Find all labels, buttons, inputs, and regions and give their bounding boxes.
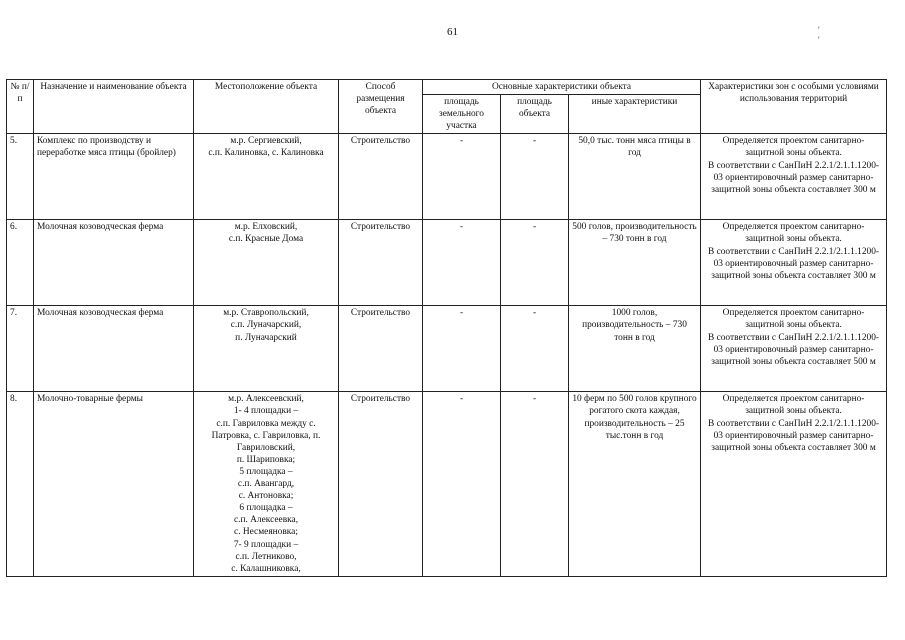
row-location: м.р. Ставропольский, с.п. Луначарский, п. Луначарский <box>194 306 339 392</box>
row-land-area: - <box>423 306 501 392</box>
row-object-area: - <box>501 392 569 576</box>
row-name: Молочно-товарные фермы <box>34 392 194 576</box>
page-number: 61 <box>447 26 458 38</box>
row-zones: Определяется проектом санитарно-защитной зоны объекта. В соответствии с СанПиН 2.2.1/2.1.1.1200-03 ориентировочный размер санитарно-защитной зоны объекта составляет 300 м <box>701 220 887 306</box>
header-land-area: площадь земельного участка <box>423 95 501 134</box>
table-row <box>7 220 887 306</box>
row-method: Строительство <box>339 134 423 220</box>
row-num: 7. <box>7 306 34 392</box>
header-zones: Характеристики зон с особыми условиями использования территорий <box>701 80 887 134</box>
row-location: м.р. Елховский, с.п. Красные Дома <box>194 220 339 306</box>
row-other: 10 ферм по 500 голов крупного рогатого скота каждая, производительность – 25 тыс.тонн в год <box>569 392 701 576</box>
row-name: Комплекс по производству и переработке мяса птицы (бройлер) <box>34 134 194 220</box>
row-num: 6. <box>7 220 34 306</box>
row-other: 1000 голов, производительность – 730 тонн в год <box>569 306 701 392</box>
objects-table <box>6 79 887 577</box>
row-method: Строительство <box>339 306 423 392</box>
table-row <box>7 306 887 392</box>
row-land-area: - <box>423 134 501 220</box>
row-zones: Определяется проектом санитарно-защитной зоны объекта. В соответствии с СанПиН 2.2.1/2.1.1.1200-03 ориентировочный размер санитарно-защитной зоны объекта составляет 500 м <box>701 306 887 392</box>
table-body <box>7 134 887 576</box>
table-row <box>7 134 887 220</box>
table-row <box>7 392 887 576</box>
row-land-area: - <box>423 220 501 306</box>
row-object-area: - <box>501 306 569 392</box>
row-zones: Определяется проектом санитарно-защитной зоны объекта. В соответствии с СанПиН 2.2.1/2.1.1.1200-03 ориентировочный размер санитарно-защитной зоны объекта составляет 300 м <box>701 134 887 220</box>
header-other: иные характеристики <box>569 95 701 134</box>
header-row-1 <box>7 80 887 95</box>
row-other: 50,0 тыс. тонн мяса птицы в год <box>569 134 701 220</box>
header-location: Местоположение объекта <box>194 80 339 134</box>
row-zones: Определяется проектом санитарно-защитной зоны объекта. В соответствии с СанПиН 2.2.1/2.1.1.1200-03 ориентировочный размер санитарно-защитной зоны объекта составляет 300 м <box>701 392 887 576</box>
row-object-area: - <box>501 134 569 220</box>
header-name: Назначение и наименование объекта <box>34 80 194 134</box>
row-land-area: - <box>423 392 501 576</box>
row-object-area: - <box>501 220 569 306</box>
header-method: Способ размещения объекта <box>339 80 423 134</box>
row-location: м.р. Сергиевский, с.п. Калиновка, с. Калиновка <box>194 134 339 220</box>
row-other: 500 голов, производительность – 730 тонн в год <box>569 220 701 306</box>
row-num: 5. <box>7 134 34 220</box>
row-name: Молочная козоводческая ферма <box>34 220 194 306</box>
header-num: № п/п <box>7 80 34 134</box>
row-method: Строительство <box>339 392 423 576</box>
header-object-area: площадь объекта <box>501 95 569 134</box>
row-num: 8. <box>7 392 34 576</box>
scan-specks: ' ' <box>818 25 854 45</box>
row-method: Строительство <box>339 220 423 306</box>
header-main-characteristics: Основные характеристики объекта <box>423 80 701 95</box>
row-name: Молочная козоводческая ферма <box>34 306 194 392</box>
row-location: м.р. Алексеевский, 1- 4 площадки – с.п. Гавриловка между с. Патровка, с. Гавриловка, п. Гавриловский, п. Шариповка; 5 площадка – с.п. Авангард, с. Антоновка; 6 площадка – с.п. Алексеевка, с. Несмеяновка; 7- 9 площадки – с.п. Летниково, с. Калашниковка, <box>194 392 339 576</box>
